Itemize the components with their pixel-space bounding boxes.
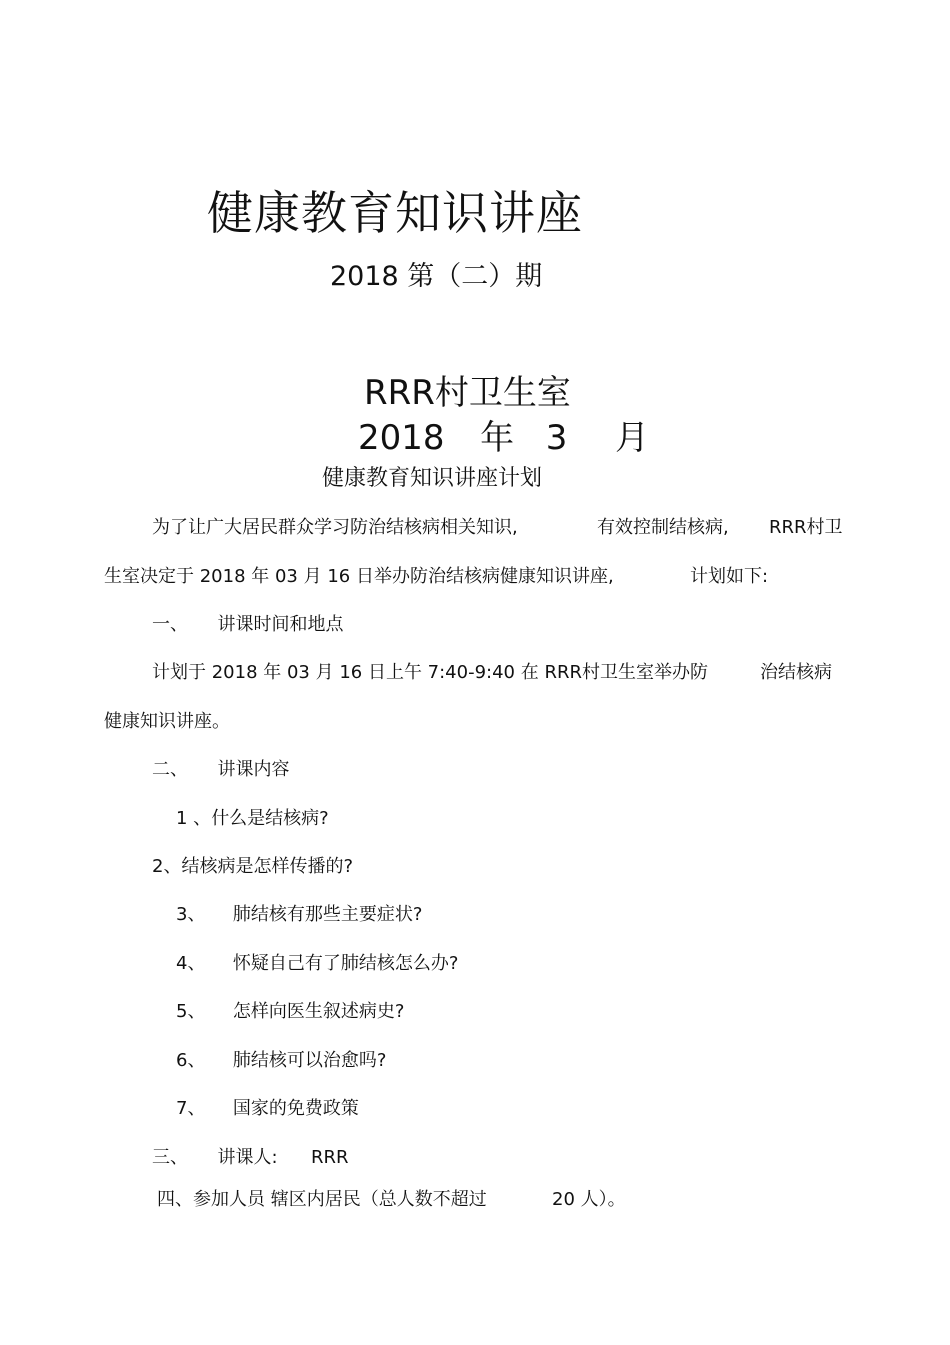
- list-item-text: 什么是结核病?: [211, 808, 329, 829]
- section-4-part-a: 四、参加人员 辖区内居民（总人数不超过: [157, 1189, 487, 1210]
- cover-date-month-unit: 月: [615, 418, 650, 458]
- section-1-line-1-part-a: 计划于 2018 年 03 月 16 日上午 7:40-9:40 在 RRR村卫生室举办防: [152, 662, 708, 683]
- section-3: [152, 1149, 349, 1167]
- intro-line-2-part-b: 计划如下:: [690, 566, 769, 587]
- list-item: [176, 1003, 404, 1021]
- list-item-number: 1 、: [176, 808, 212, 829]
- cover-date: [358, 418, 650, 458]
- list-item-number: 5、: [176, 1001, 206, 1022]
- intro-line-2-part-a: 生室决定于 2018 年 03 月 16 日举办防治结核病健康知识讲座,: [104, 566, 614, 587]
- section-1-number: 一、: [152, 614, 188, 635]
- section-1-line-2: 健康知识讲座。: [104, 711, 230, 732]
- cover-date-year: 2018: [358, 418, 445, 458]
- section-1-title: 讲课时间和地点: [217, 614, 344, 635]
- list-item-text: 肺结核有那些主要症状?: [232, 904, 423, 925]
- list-item-number: 2、: [152, 856, 182, 877]
- list-item: [176, 810, 329, 828]
- intro-line-1-part-b: 有效控制结核病,: [597, 517, 729, 538]
- section-2-number: 二、: [152, 759, 188, 780]
- list-item-text: 怎样向医生叙述病史?: [232, 1001, 405, 1022]
- list-item-text: 结核病是怎样传播的?: [181, 856, 354, 877]
- organization-name: RRR村卫生室: [364, 373, 571, 413]
- speaker-name: RRR: [311, 1147, 349, 1168]
- list-item-number: 7、: [176, 1098, 206, 1119]
- list-item: [152, 858, 353, 876]
- list-item-text: 国家的免费政策: [232, 1098, 359, 1119]
- section-2-heading: [152, 761, 289, 779]
- intro-line-1-part-a: 为了让广大居民群众学习防治结核病相关知识,: [152, 517, 518, 538]
- section-3-number: 三、: [152, 1147, 188, 1168]
- list-item-number: 3、: [176, 904, 206, 925]
- main-title: 健康教育知识讲座: [207, 186, 583, 240]
- list-item: [176, 1100, 359, 1118]
- list-item-number: 4、: [176, 953, 206, 974]
- intro-line-1-part-c: RRR村卫: [769, 517, 843, 538]
- section-1-heading: [152, 616, 343, 634]
- section-4-part-b: 20 人）。: [552, 1189, 626, 1210]
- list-item: [176, 906, 422, 924]
- section-2-title: 讲课内容: [217, 759, 290, 780]
- list-item-number: 6、: [176, 1050, 206, 1071]
- issue-number: 2018 第（二）期: [330, 261, 543, 292]
- intro-line-1: [152, 519, 518, 537]
- list-item-text: 怀疑自己有了肺结核怎么办?: [232, 953, 459, 974]
- list-item: [176, 955, 458, 973]
- cover-date-year-unit: 年: [480, 418, 515, 458]
- list-item-text: 肺结核可以治愈吗?: [232, 1050, 387, 1071]
- section-1-line-1-part-b: 治结核病: [760, 662, 832, 683]
- list-item: [176, 1052, 386, 1070]
- cover-date-month: 3: [545, 418, 568, 458]
- plan-title: 健康教育知识讲座计划: [322, 466, 543, 491]
- section-3-title: 讲课人:: [217, 1147, 278, 1168]
